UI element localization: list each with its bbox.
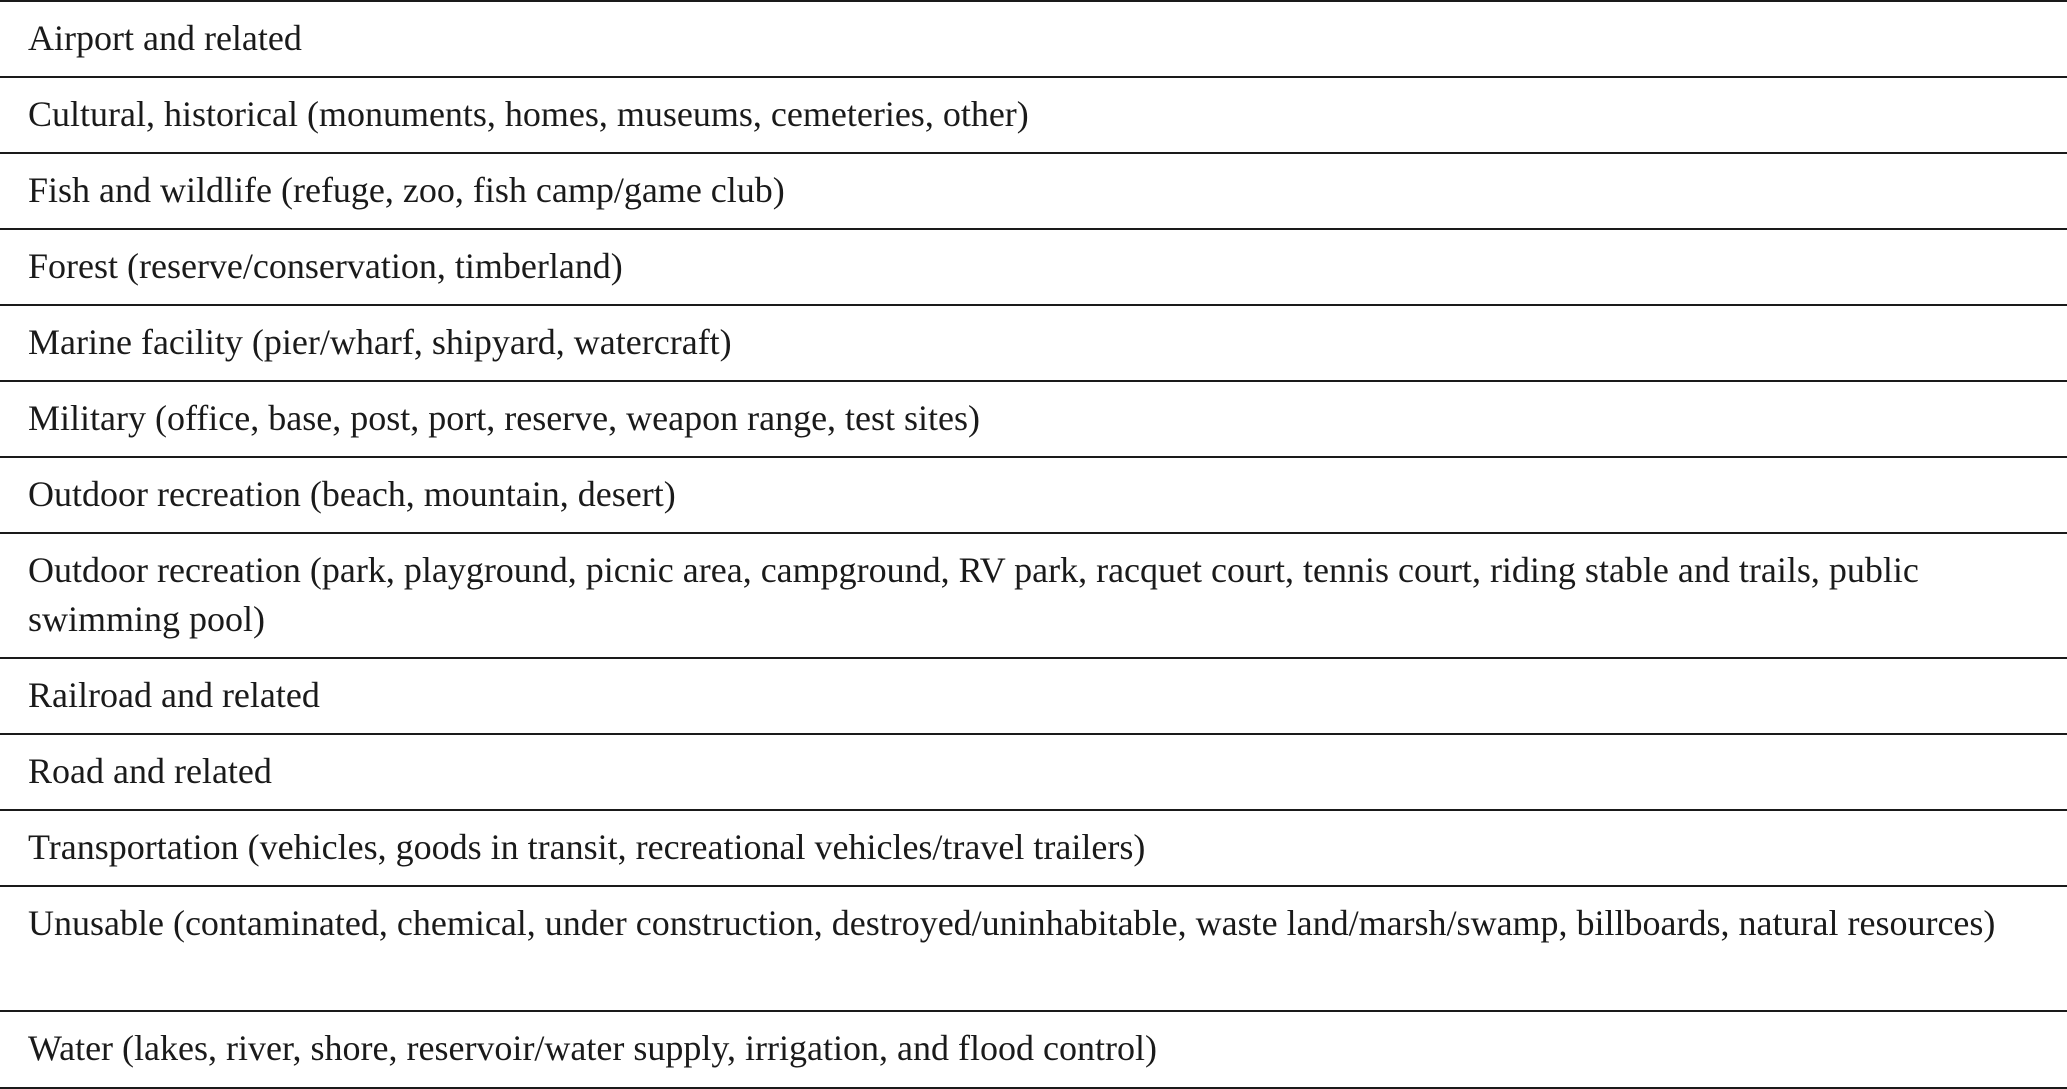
- table-row: Forest (reserve/conservation, timberland): [0, 228, 2067, 304]
- table-row: Outdoor recreation (park, playground, picnic area, campground, RV park, racquet court, tennis court, riding stable and trails, public swimming pool): [0, 532, 2067, 657]
- table-row: Marine facility (pier/wharf, shipyard, watercraft): [0, 304, 2067, 380]
- table-row: Military (office, base, post, port, reserve, weapon range, test sites): [0, 380, 2067, 456]
- table-row: Fish and wildlife (refuge, zoo, fish camp/game club): [0, 152, 2067, 228]
- table-row: Water (lakes, river, shore, reservoir/water supply, irrigation, and flood control): [0, 1010, 2067, 1089]
- table-row: Unusable (contaminated, chemical, under construction, destroyed/uninhabitable, waste land/marsh/swamp, billboards, natural resources): [0, 885, 2067, 1010]
- table-row: Airport and related: [0, 0, 2067, 76]
- table-row: Railroad and related: [0, 657, 2067, 733]
- table-row: Cultural, historical (monuments, homes, museums, cemeteries, other): [0, 76, 2067, 152]
- table-row: Transportation (vehicles, goods in transit, recreational vehicles/travel trailers): [0, 809, 2067, 885]
- table-row: Outdoor recreation (beach, mountain, desert): [0, 456, 2067, 532]
- table-row: Road and related: [0, 733, 2067, 809]
